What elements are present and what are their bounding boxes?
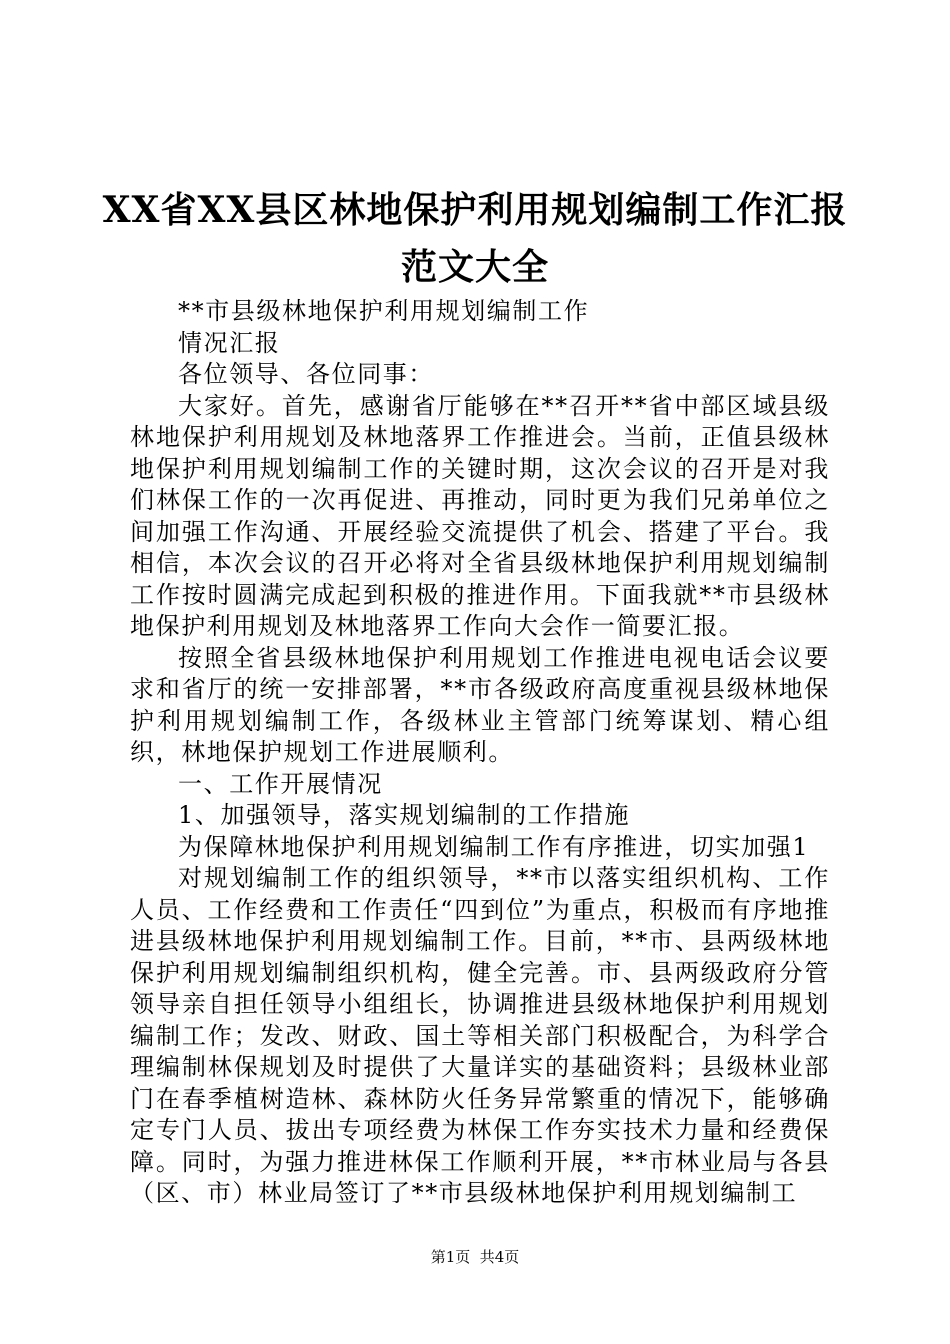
document-body <box>130 296 830 1210</box>
paragraph-heading-1: **市县级林地保护利用规划编制工作 <box>178 297 590 325</box>
paragraph-heading-2: 情况汇报 <box>178 328 281 357</box>
subsection-heading: 1、加强领导，落实规划编制的工作措施 <box>178 801 631 829</box>
document-title-line-2: 范文大全 <box>400 246 549 288</box>
paragraph-detail: 对规划编制工作的组织领导，**市以落实组织机构、工作人员、工作经费和工作责任“四到位”为重点，积极而有序地推进县级林地保护利用规划编制工作。目前，**市、县两级林地保护利用规划编制组织机构，健全完善。市、县两级政府分管领导亲自担任领导小组组长，协调推进县级林地保护利用规划编制工作；发改、财政、国土等相关部门积极配合，为科学合理编制林保规划及时提供了大量详实的基础资料；县级林业部门在春季植树造林、森林防火任务异常繁重的情况下，能够确定专门人员、拔出专项经费为林保工作夯实技术力量和经费保障。同时，为强力推进林保工作顺利开展，**市林业局与各县（区、市）林业局签订了**市县级林地保护利用规划编制工 <box>130 864 830 1207</box>
page-footer: 第1页 共4页 <box>430 1248 520 1266</box>
paragraph-intro: 大家好。首先，感谢省厅能够在**召开**省中部区域县级林地保护利用规划及林地落界工作推进会。当前，正值县级林地保护利用规划编制工作的关键时期，这次会议的召开是对我们林保工作的一次再促进、再推动，同时更为我们兄弟单位之间加强工作沟通、开展经验交流提供了机会、搭建了平台。我相信，本次会议的召开必将对全省县级林地保护利用规划编制工作按时圆满完成起到积极的推进作用。下面我就**市县级林地保护利用规划及林地落界工作向大会作一简要汇报。 <box>130 391 830 640</box>
paragraph-lead: 为保障林地保护利用规划编制工作有序推进，切实加强1 <box>178 832 810 861</box>
section-heading: 一、工作开展情况 <box>178 769 383 798</box>
paragraph-overview: 按照全省县级林地保护利用规划工作推进电视电话会议要求和省厅的统一安排部署，**市各级政府高度重视县级林地保护利用规划编制工作，各级林业主管部门统筹谋划、精心组织，林地保护规划工作进展顺利。 <box>130 643 830 766</box>
paragraph-salutation: 各位领导、各位同事： <box>178 360 434 388</box>
document-title-line-1: XX省XX县区林地保护利用规划编制工作汇报 <box>102 189 848 231</box>
